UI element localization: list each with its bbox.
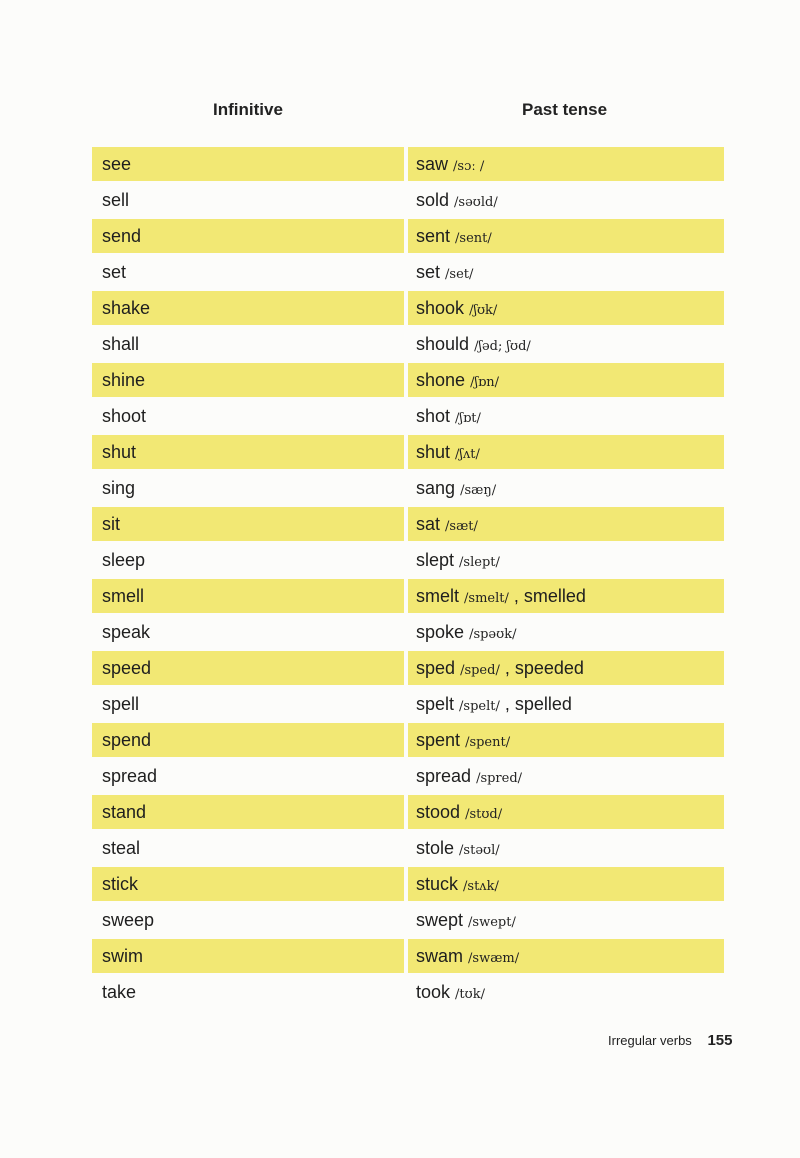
infinitive-cell: set xyxy=(102,262,127,282)
infinitive-cell: shine xyxy=(92,363,404,397)
table-row xyxy=(92,291,724,327)
past-form: took xyxy=(416,982,451,1002)
past-tense-cell xyxy=(408,435,724,469)
past-tense-cell xyxy=(408,399,724,433)
past-form: should xyxy=(416,334,470,354)
table-row xyxy=(92,975,724,1011)
phonetic-transcription: /set/ xyxy=(445,267,474,282)
phonetic-transcription: /spent/ xyxy=(465,735,511,750)
phonetic-transcription: /spelt/ xyxy=(459,699,500,714)
section-title: Irregular verbs xyxy=(608,1033,692,1048)
table-row xyxy=(92,687,724,723)
past-tense-cell xyxy=(408,723,724,757)
past-tense-cell xyxy=(408,975,724,1009)
phonetic-transcription: /spəʊk/ xyxy=(469,627,517,642)
infinitive-header: Infinitive xyxy=(213,100,283,119)
infinitive-cell: sell xyxy=(102,190,130,210)
past-form: sang xyxy=(416,478,456,498)
past-form: saw xyxy=(416,154,449,174)
phonetic-transcription: /ʃəd; ʃʊd/ xyxy=(474,339,531,354)
phonetic-transcription: /stʊd/ xyxy=(465,807,503,822)
infinitive-cell: shall xyxy=(102,334,140,354)
alternate-form: , spelled xyxy=(504,694,572,714)
table-row xyxy=(92,651,724,687)
past-tense-cell xyxy=(408,687,724,721)
table-row xyxy=(92,831,724,867)
table-row xyxy=(92,795,724,831)
past-tense-cell xyxy=(408,327,724,361)
phonetic-transcription: /ʃɒt/ xyxy=(455,411,481,426)
phonetic-transcription: /swæm/ xyxy=(468,951,520,966)
infinitive-cell: stand xyxy=(92,795,404,829)
past-form: swept xyxy=(416,910,464,930)
past-form: stood xyxy=(416,802,461,822)
past-tense-cell xyxy=(408,831,724,865)
table-row xyxy=(92,903,724,939)
infinitive-cell: sit xyxy=(92,507,404,541)
table-row xyxy=(92,435,724,471)
past-form: slept xyxy=(416,550,455,570)
infinitive-cell: spread xyxy=(102,766,158,786)
past-form: stuck xyxy=(416,874,459,894)
past-tense-cell xyxy=(408,651,724,685)
past-tense-cell xyxy=(408,255,724,289)
phonetic-transcription: /sent/ xyxy=(455,231,492,246)
table-row xyxy=(92,147,724,183)
past-form: spoke xyxy=(416,622,465,642)
past-tense-cell xyxy=(408,291,724,325)
table-row xyxy=(92,471,724,507)
past-form: sped xyxy=(416,658,456,678)
past-tense-cell xyxy=(408,615,724,649)
phonetic-transcription: /stʌk/ xyxy=(463,879,499,894)
verb-table xyxy=(92,147,724,1011)
phonetic-transcription: /tʊk/ xyxy=(455,987,485,1002)
infinitive-cell: shoot xyxy=(102,406,147,426)
infinitive-cell: steal xyxy=(102,838,141,858)
phonetic-transcription: /sɔː / xyxy=(453,159,485,174)
past-form: sold xyxy=(416,190,450,210)
phonetic-transcription: /sæŋ/ xyxy=(460,483,497,498)
past-form: spelt xyxy=(416,694,455,714)
table-row xyxy=(92,579,724,615)
past-form: spread xyxy=(416,766,472,786)
past-tense-cell xyxy=(408,543,724,577)
past-tense-header: Past tense xyxy=(522,100,608,119)
infinitive-cell: take xyxy=(102,982,137,1002)
table-row xyxy=(92,759,724,795)
table-row xyxy=(92,255,724,291)
phonetic-transcription: /swept/ xyxy=(468,915,516,930)
past-form: stole xyxy=(416,838,455,858)
past-tense-cell xyxy=(408,219,724,253)
infinitive-cell: spend xyxy=(92,723,404,757)
phonetic-transcription: /səʊld/ xyxy=(454,195,498,210)
phonetic-transcription: /spred/ xyxy=(476,771,523,786)
phonetic-transcription: /smelt/ xyxy=(464,591,509,606)
infinitive-cell: shut xyxy=(92,435,404,469)
table-row xyxy=(92,615,724,651)
infinitive-cell: sing xyxy=(102,478,136,498)
infinitive-cell: speak xyxy=(102,622,151,642)
phonetic-transcription: /stəʊl/ xyxy=(459,843,500,858)
table-row xyxy=(92,867,724,903)
infinitive-cell: stick xyxy=(92,867,404,901)
phonetic-transcription: /slept/ xyxy=(459,555,500,570)
table-row xyxy=(92,399,724,435)
past-tense-cell xyxy=(408,507,724,541)
phonetic-transcription: /ʃʊk/ xyxy=(469,303,498,318)
past-tense-cell xyxy=(408,903,724,937)
infinitive-cell: smell xyxy=(92,579,404,613)
past-tense-cell xyxy=(408,867,724,901)
infinitive-cell: sleep xyxy=(102,550,146,570)
table-row xyxy=(92,219,724,255)
past-tense-cell xyxy=(408,183,724,217)
past-tense-cell xyxy=(408,471,724,505)
table-row xyxy=(92,327,724,363)
past-tense-cell xyxy=(408,363,724,397)
infinitive-cell: spell xyxy=(102,694,140,714)
table-row xyxy=(92,183,724,219)
past-tense-cell xyxy=(408,759,724,793)
infinitive-cell: see xyxy=(92,147,404,181)
table-row xyxy=(92,723,724,759)
past-form: sat xyxy=(416,514,441,534)
phonetic-transcription: /ʃʌt/ xyxy=(455,447,480,462)
past-tense-cell xyxy=(408,147,724,181)
phonetic-transcription: /sæt/ xyxy=(445,519,478,534)
infinitive-cell: swim xyxy=(92,939,404,973)
page-number: 155 xyxy=(707,1032,733,1049)
table-row xyxy=(92,543,724,579)
table-row xyxy=(92,363,724,399)
table-row xyxy=(92,939,724,975)
alternate-form: , smelled xyxy=(513,586,586,606)
infinitive-cell: shake xyxy=(92,291,404,325)
past-form: swam xyxy=(416,946,464,966)
past-tense-cell xyxy=(408,579,724,613)
table-row xyxy=(92,507,724,543)
page-footer xyxy=(608,1032,732,1049)
past-form: smelt xyxy=(416,586,460,606)
past-tense-cell xyxy=(408,795,724,829)
past-form: set xyxy=(416,262,441,282)
alternate-form: , speeded xyxy=(504,658,584,678)
past-form: shut xyxy=(416,442,451,462)
infinitive-cell: speed xyxy=(92,651,404,685)
phonetic-transcription: /ʃɒn/ xyxy=(470,375,500,390)
past-form: sent xyxy=(416,226,451,246)
past-form: shook xyxy=(416,298,465,318)
past-form: spent xyxy=(416,730,461,750)
phonetic-transcription: /sped/ xyxy=(460,663,500,678)
past-tense-cell xyxy=(408,939,724,973)
past-form: shot xyxy=(416,406,451,426)
infinitive-cell: send xyxy=(92,219,404,253)
infinitive-cell: sweep xyxy=(102,910,155,930)
past-form: shone xyxy=(416,370,466,390)
